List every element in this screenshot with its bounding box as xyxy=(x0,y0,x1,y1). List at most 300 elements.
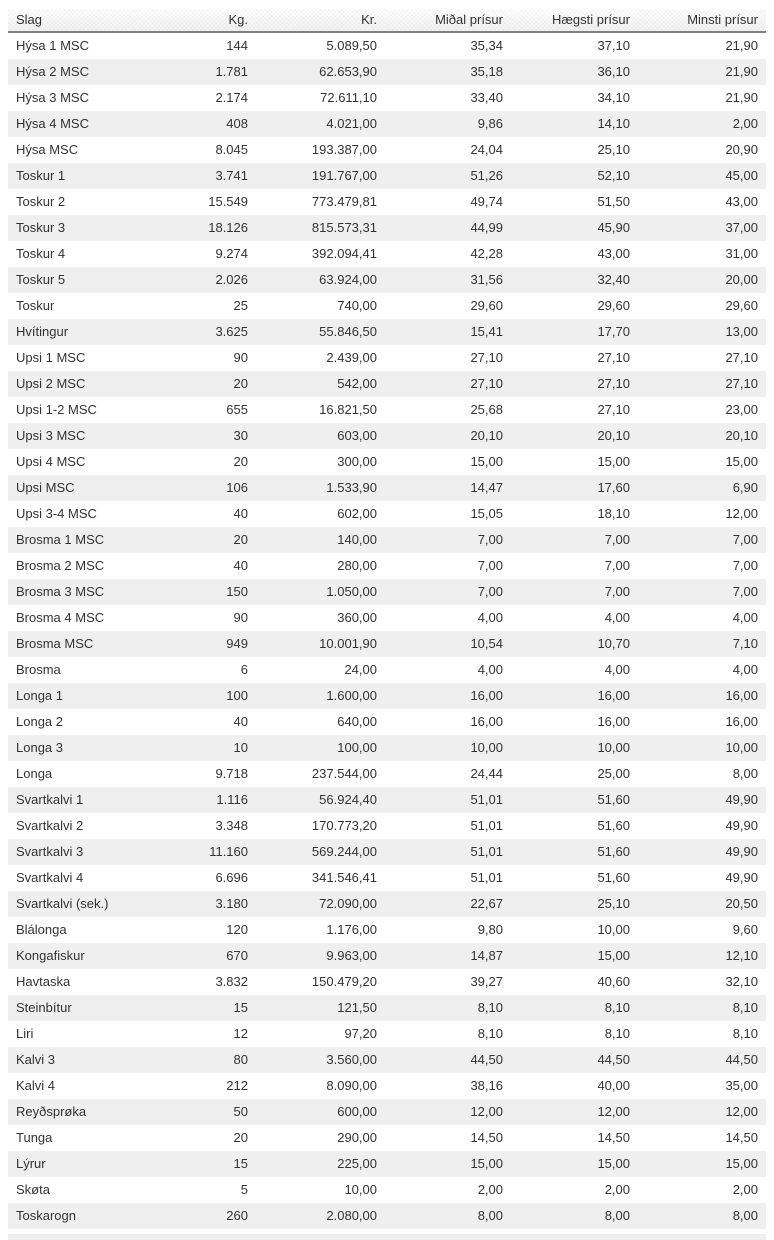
cell-kr: 2.439,00 xyxy=(326,350,377,365)
cell-midal: 33,40 xyxy=(470,90,503,105)
table-row xyxy=(8,475,766,501)
cell-slag: Longa xyxy=(16,766,53,781)
cell-haegsti: 8,10 xyxy=(604,1026,630,1041)
cell-midal: 35,18 xyxy=(470,64,503,79)
cell-haegsti: 51,50 xyxy=(597,194,630,209)
cell-midal: 10,00 xyxy=(470,740,503,755)
cell-slag: Svartkalvi 4 xyxy=(16,870,84,885)
table-row xyxy=(8,553,766,579)
cell-haegsti: 14,50 xyxy=(597,1130,630,1145)
table-row xyxy=(8,865,766,891)
table-row xyxy=(8,1073,766,1099)
table-row xyxy=(8,371,766,397)
table-row xyxy=(8,917,766,943)
cell-slag: Svartkalvi 1 xyxy=(16,792,84,807)
cell-midal: 25,68 xyxy=(470,402,503,417)
cell-midal: 24,04 xyxy=(470,142,503,157)
cell-haegsti: 27,10 xyxy=(597,402,630,417)
cell-haegsti: 10,00 xyxy=(597,922,630,937)
cell-kg: 150 xyxy=(226,584,248,599)
cell-slag: Toskur xyxy=(16,298,55,313)
cell-haegsti: 15,00 xyxy=(597,1156,630,1171)
cell-minsti: 31,00 xyxy=(725,246,758,261)
cell-kr: 603,00 xyxy=(337,428,377,443)
cell-midal: 51,26 xyxy=(470,168,503,183)
table-row xyxy=(8,215,766,241)
cell-minsti: 4,00 xyxy=(732,662,758,677)
cell-haegsti: 10,00 xyxy=(597,740,630,755)
table-row xyxy=(8,85,766,111)
cell-midal: 4,00 xyxy=(477,662,503,677)
column-header-kr: Kr. xyxy=(256,9,385,32)
table-row xyxy=(8,1203,766,1229)
table-header-row xyxy=(8,9,766,32)
cell-minsti: 10,00 xyxy=(725,740,758,755)
cell-minsti: 35,00 xyxy=(725,1078,758,1093)
cell-slag: Toskur 4 xyxy=(16,246,66,261)
cell-kr: 542,00 xyxy=(337,376,377,391)
cell-midal: 14,87 xyxy=(470,948,503,963)
cell-midal: 49,74 xyxy=(470,194,503,209)
cell-haegsti: 15,00 xyxy=(597,948,630,963)
cell-kr: 600,00 xyxy=(337,1104,377,1119)
table-row xyxy=(8,397,766,423)
cell-haegsti: 20,10 xyxy=(597,428,630,443)
cell-minsti: 4,00 xyxy=(732,610,758,625)
cell-minsti: 7,10 xyxy=(732,636,758,651)
cell-haegsti: 32,40 xyxy=(597,272,630,287)
cell-minsti: 6,90 xyxy=(732,480,758,495)
cell-slag: Upsi 3-4 MSC xyxy=(16,506,97,521)
column-header-kg: Kg. xyxy=(138,9,256,32)
cell-slag: Toskur 5 xyxy=(16,272,66,287)
cell-minsti: 16,00 xyxy=(725,688,758,703)
cell-haegsti: 7,00 xyxy=(604,584,630,599)
cell-kg: 9.718 xyxy=(215,766,248,781)
cell-midal: 31,56 xyxy=(470,272,503,287)
cell-haegsti: 51,60 xyxy=(597,844,630,859)
cell-slag: Hýsa MSC xyxy=(16,142,79,157)
cell-haegsti: 40,00 xyxy=(597,1078,630,1093)
cell-kr: 72.611,10 xyxy=(320,90,377,105)
cell-slag: Toskarogn xyxy=(16,1208,76,1223)
cell-midal: 9,86 xyxy=(477,116,503,131)
cell-kg: 1.116 xyxy=(216,792,248,807)
cell-haegsti: 16,00 xyxy=(597,714,630,729)
cell-kr: 55.846,50 xyxy=(319,324,377,339)
cell-midal: 22,67 xyxy=(470,896,503,911)
cell-kg: 20 xyxy=(233,532,248,547)
cell-slag: Upsi 1-2 MSC xyxy=(16,402,97,417)
cell-midal: 16,00 xyxy=(470,688,503,703)
cell-minsti: 20,90 xyxy=(725,142,758,157)
cell-haegsti: 18,10 xyxy=(597,506,630,521)
cell-kr: 2.080,00 xyxy=(326,1208,377,1223)
cell-slag: Brosma 3 MSC xyxy=(16,584,105,599)
table-row xyxy=(8,631,766,657)
table-row xyxy=(8,657,766,683)
cell-kr: 602,00 xyxy=(337,506,377,521)
cell-minsti: 43,00 xyxy=(725,194,758,209)
cell-slag: Toskur 1 xyxy=(16,168,66,183)
cell-kg: 15.549 xyxy=(208,194,248,209)
cell-slag: Hýsa 4 MSC xyxy=(16,116,89,131)
cell-kg: 12 xyxy=(233,1026,248,1041)
cell-haegsti: 51,60 xyxy=(597,870,630,885)
cell-slag: Toskur 3 xyxy=(16,220,66,235)
cell-slag: Svartkalvi 3 xyxy=(16,844,84,859)
column-header-haegsti-prisur: Hægsti prísur xyxy=(511,9,638,32)
cell-slag: Longa 2 xyxy=(16,714,63,729)
cell-minsti: 27,10 xyxy=(725,350,758,365)
table-row xyxy=(8,709,766,735)
cell-minsti: 20,50 xyxy=(725,896,758,911)
cell-haegsti: 25,10 xyxy=(597,142,630,157)
cell-slag: Upsi 1 MSC xyxy=(16,350,86,365)
cell-kg: 90 xyxy=(233,350,248,365)
table-row xyxy=(8,501,766,527)
cell-minsti: 20,00 xyxy=(725,272,758,287)
cell-midal: 14,50 xyxy=(470,1130,503,1145)
cell-kg: 40 xyxy=(233,506,248,521)
cell-kg: 18.126 xyxy=(208,220,248,235)
table-row xyxy=(8,1151,766,1177)
cell-midal: 20,10 xyxy=(470,428,503,443)
cell-kg: 3.832 xyxy=(215,974,248,989)
cell-kg: 40 xyxy=(233,714,248,729)
table-row xyxy=(8,839,766,865)
cell-kr: 773.479,81 xyxy=(311,194,377,209)
cell-haegsti: 17,70 xyxy=(597,324,630,339)
cell-kr: 815.573,31 xyxy=(311,220,377,235)
cell-kg: 15 xyxy=(233,1156,248,1171)
cell-midal: 4,00 xyxy=(477,610,503,625)
cell-kg: 80 xyxy=(233,1052,248,1067)
cell-slag: Hýsa 2 MSC xyxy=(16,64,89,79)
cell-haegsti: 4,00 xyxy=(604,610,630,625)
cell-kg: 20 xyxy=(233,376,248,391)
cell-minsti: 16,00 xyxy=(725,714,758,729)
cell-haegsti: 25,10 xyxy=(597,896,630,911)
cell-kg: 106 xyxy=(226,480,248,495)
cell-slag: Svartkalvi (sek.) xyxy=(16,896,109,911)
table-row xyxy=(8,813,766,839)
cell-minsti: 15,00 xyxy=(725,454,758,469)
table-row xyxy=(8,1021,766,1047)
cell-minsti: 2,00 xyxy=(732,1182,758,1197)
cell-kr: 1.600,00 xyxy=(326,688,377,703)
cell-minsti: 12,00 xyxy=(725,1104,758,1119)
cell-kg: 3.625 xyxy=(215,324,248,339)
cell-midal: 15,05 xyxy=(470,506,503,521)
cell-midal: 2,00 xyxy=(477,1182,503,1197)
cell-slag: Longa 3 xyxy=(16,740,63,755)
cell-haegsti: 10,70 xyxy=(597,636,630,651)
cell-kg: 11.160 xyxy=(209,844,248,859)
cell-haegsti: 37,10 xyxy=(597,38,630,53)
cell-midal: 15,41 xyxy=(470,324,503,339)
cell-kr: 10,00 xyxy=(344,1182,377,1197)
cell-haegsti: 15,00 xyxy=(597,454,630,469)
cell-midal: 7,00 xyxy=(477,532,503,547)
table-row xyxy=(8,241,766,267)
cell-midal: 35,34 xyxy=(470,38,503,53)
price-table xyxy=(8,9,766,1229)
cell-minsti: 2,00 xyxy=(732,116,758,131)
cell-kg: 2.174 xyxy=(215,90,248,105)
cell-slag: Skøta xyxy=(16,1182,50,1197)
cell-slag: Hvítingur xyxy=(16,324,69,339)
cell-kr: 193.387,00 xyxy=(311,142,377,157)
cell-haegsti: 25,00 xyxy=(597,766,630,781)
cell-haegsti: 36,10 xyxy=(597,64,630,79)
cell-slag: Liri xyxy=(16,1026,34,1041)
cell-kg: 260 xyxy=(226,1208,248,1223)
cell-slag: Brosma 4 MSC xyxy=(16,610,105,625)
cell-kg: 3.180 xyxy=(215,896,248,911)
cell-kr: 341.546,41 xyxy=(311,870,377,885)
cell-midal: 42,28 xyxy=(470,246,503,261)
cell-slag: Brosma MSC xyxy=(16,636,94,651)
cell-kg: 408 xyxy=(226,116,248,131)
cell-haegsti: 2,00 xyxy=(604,1182,630,1197)
cell-kr: 1.176,00 xyxy=(326,922,377,937)
table-row xyxy=(8,32,766,59)
cell-kg: 655 xyxy=(226,402,248,417)
cell-haegsti: 51,60 xyxy=(597,792,630,807)
cell-kr: 5.089,50 xyxy=(326,38,377,53)
cell-kr: 4.021,00 xyxy=(326,116,377,131)
cell-midal: 9,80 xyxy=(477,922,503,937)
cell-kg: 1.781 xyxy=(215,64,248,79)
cell-kr: 24,00 xyxy=(344,662,377,677)
table-row xyxy=(8,59,766,85)
cell-kg: 20 xyxy=(233,1130,248,1145)
cell-kr: 170.773,20 xyxy=(311,818,377,833)
table-row xyxy=(8,995,766,1021)
cell-minsti: 49,90 xyxy=(725,792,758,807)
cell-kr: 300,00 xyxy=(337,454,377,469)
cell-haegsti: 29,60 xyxy=(597,298,630,313)
cell-kg: 30 xyxy=(233,428,248,443)
cell-minsti: 21,90 xyxy=(725,64,758,79)
table-row xyxy=(8,761,766,787)
cell-kg: 120 xyxy=(226,922,248,937)
table-row xyxy=(8,267,766,293)
cell-kg: 90 xyxy=(233,610,248,625)
table-row xyxy=(8,189,766,215)
cell-kr: 121,50 xyxy=(337,1000,377,1015)
cell-slag: Reyðsprøka xyxy=(16,1104,87,1119)
cell-kr: 140,00 xyxy=(337,532,377,547)
cell-midal: 38,16 xyxy=(470,1078,503,1093)
cell-slag: Blálonga xyxy=(16,922,67,937)
cell-slag: Steinbítur xyxy=(16,1000,72,1015)
cell-kr: 191.767,00 xyxy=(311,168,377,183)
cell-minsti: 32,10 xyxy=(725,974,758,989)
column-header-slag: Slag xyxy=(8,9,138,32)
cell-haegsti: 52,10 xyxy=(597,168,630,183)
cell-midal: 51,01 xyxy=(470,844,503,859)
table-row xyxy=(8,579,766,605)
next-row-partial-strip xyxy=(8,1234,766,1240)
cell-midal: 29,60 xyxy=(470,298,503,313)
cell-kg: 6 xyxy=(240,662,248,677)
column-header-midal-prisur: Miðal prísur xyxy=(385,9,511,32)
cell-haegsti: 34,10 xyxy=(597,90,630,105)
cell-kg: 20 xyxy=(233,454,248,469)
cell-kg: 25 xyxy=(233,298,248,313)
cell-haegsti: 12,00 xyxy=(597,1104,630,1119)
cell-kr: 1.050,00 xyxy=(326,584,377,599)
cell-kr: 290,00 xyxy=(337,1130,377,1145)
cell-kg: 40 xyxy=(233,558,248,573)
cell-midal: 44,99 xyxy=(470,220,503,235)
cell-minsti: 45,00 xyxy=(725,168,758,183)
table-row xyxy=(8,449,766,475)
cell-midal: 27,10 xyxy=(470,376,503,391)
cell-minsti: 21,90 xyxy=(725,38,758,53)
cell-minsti: 7,00 xyxy=(732,532,758,547)
table-row xyxy=(8,423,766,449)
cell-minsti: 27,10 xyxy=(725,376,758,391)
cell-slag: Upsi 3 MSC xyxy=(16,428,86,443)
cell-minsti: 8,10 xyxy=(732,1026,758,1041)
cell-midal: 44,50 xyxy=(470,1052,503,1067)
table-row xyxy=(8,969,766,995)
cell-slag: Toskur 2 xyxy=(16,194,66,209)
cell-haegsti: 17,60 xyxy=(597,480,630,495)
cell-kr: 225,00 xyxy=(337,1156,377,1171)
cell-minsti: 12,10 xyxy=(725,948,758,963)
table-row xyxy=(8,1177,766,1203)
cell-midal: 16,00 xyxy=(470,714,503,729)
cell-kr: 72.090,00 xyxy=(319,896,377,911)
cell-minsti: 8,10 xyxy=(732,1000,758,1015)
cell-midal: 14,47 xyxy=(470,480,503,495)
cell-kr: 740,00 xyxy=(337,298,377,313)
cell-minsti: 8,00 xyxy=(732,766,758,781)
cell-minsti: 49,90 xyxy=(725,844,758,859)
cell-midal: 8,10 xyxy=(477,1026,503,1041)
cell-minsti: 20,10 xyxy=(725,428,758,443)
cell-haegsti: 27,10 xyxy=(597,376,630,391)
cell-minsti: 49,90 xyxy=(725,870,758,885)
cell-haegsti: 8,00 xyxy=(604,1208,630,1223)
cell-minsti: 12,00 xyxy=(725,506,758,521)
cell-kg: 3.741 xyxy=(215,168,248,183)
table-row xyxy=(8,163,766,189)
table-row xyxy=(8,787,766,813)
cell-kg: 50 xyxy=(233,1104,248,1119)
cell-midal: 27,10 xyxy=(470,350,503,365)
cell-kg: 5 xyxy=(240,1182,248,1197)
cell-midal: 24,44 xyxy=(470,766,503,781)
cell-kg: 670 xyxy=(226,948,248,963)
cell-haegsti: 43,00 xyxy=(597,246,630,261)
cell-haegsti: 40,60 xyxy=(597,974,630,989)
cell-minsti: 29,60 xyxy=(725,298,758,313)
cell-slag: Hýsa 1 MSC xyxy=(16,38,89,53)
cell-slag: Tunga xyxy=(16,1130,53,1145)
cell-minsti: 49,90 xyxy=(725,818,758,833)
cell-slag: Upsi 2 MSC xyxy=(16,376,86,391)
cell-haegsti: 4,00 xyxy=(604,662,630,677)
table-row xyxy=(8,293,766,319)
cell-minsti: 44,50 xyxy=(725,1052,758,1067)
cell-kg: 6.696 xyxy=(215,870,248,885)
cell-kr: 569.244,00 xyxy=(311,844,377,859)
cell-kr: 63.924,00 xyxy=(319,272,377,287)
cell-slag: Kongafiskur xyxy=(16,948,85,963)
column-header-minsti-prisur: Minsti prísur xyxy=(638,9,766,32)
cell-haegsti: 44,50 xyxy=(597,1052,630,1067)
table-row xyxy=(8,943,766,969)
cell-slag: Upsi MSC xyxy=(16,480,75,495)
cell-slag: Hýsa 3 MSC xyxy=(16,90,89,105)
cell-slag: Brosma 1 MSC xyxy=(16,532,105,547)
cell-kr: 62.653,90 xyxy=(319,64,377,79)
cell-midal: 15,00 xyxy=(470,1156,503,1171)
cell-kr: 280,00 xyxy=(337,558,377,573)
cell-minsti: 7,00 xyxy=(732,558,758,573)
cell-kr: 97,20 xyxy=(344,1026,377,1041)
cell-midal: 15,00 xyxy=(470,454,503,469)
table-body xyxy=(8,32,766,1229)
cell-midal: 51,01 xyxy=(470,792,503,807)
cell-kr: 10.001,90 xyxy=(319,636,377,651)
cell-haegsti: 27,10 xyxy=(597,350,630,365)
cell-haegsti: 7,00 xyxy=(604,558,630,573)
cell-kr: 360,00 xyxy=(337,610,377,625)
table-row xyxy=(8,137,766,163)
cell-slag: Brosma 2 MSC xyxy=(16,558,105,573)
table-row xyxy=(8,1047,766,1073)
cell-minsti: 9,60 xyxy=(732,922,758,937)
cell-midal: 7,00 xyxy=(477,558,503,573)
table-row xyxy=(8,111,766,137)
cell-slag: Upsi 4 MSC xyxy=(16,454,86,469)
cell-kr: 100,00 xyxy=(337,740,377,755)
cell-haegsti: 14,10 xyxy=(597,116,630,131)
cell-kr: 640,00 xyxy=(337,714,377,729)
cell-kg: 10 xyxy=(233,740,248,755)
cell-kg: 212 xyxy=(226,1078,248,1093)
cell-slag: Kalvi 4 xyxy=(16,1078,56,1093)
cell-minsti: 7,00 xyxy=(732,584,758,599)
cell-minsti: 13,00 xyxy=(725,324,758,339)
table-row xyxy=(8,319,766,345)
cell-kg: 15 xyxy=(233,1000,248,1015)
cell-midal: 8,00 xyxy=(477,1208,503,1223)
table-row xyxy=(8,345,766,371)
table-row xyxy=(8,1125,766,1151)
cell-minsti: 37,00 xyxy=(725,220,758,235)
cell-minsti: 15,00 xyxy=(725,1156,758,1171)
cell-kr: 150.479,20 xyxy=(311,974,377,989)
table-row xyxy=(8,1099,766,1125)
cell-midal: 10,54 xyxy=(470,636,503,651)
cell-haegsti: 8,10 xyxy=(604,1000,630,1015)
cell-haegsti: 7,00 xyxy=(604,532,630,547)
cell-kg: 9.274 xyxy=(215,246,248,261)
cell-kg: 949 xyxy=(226,636,248,651)
table-row xyxy=(8,527,766,553)
cell-midal: 39,27 xyxy=(470,974,503,989)
cell-midal: 8,10 xyxy=(477,1000,503,1015)
table-row xyxy=(8,683,766,709)
cell-kr: 1.533,90 xyxy=(326,480,377,495)
